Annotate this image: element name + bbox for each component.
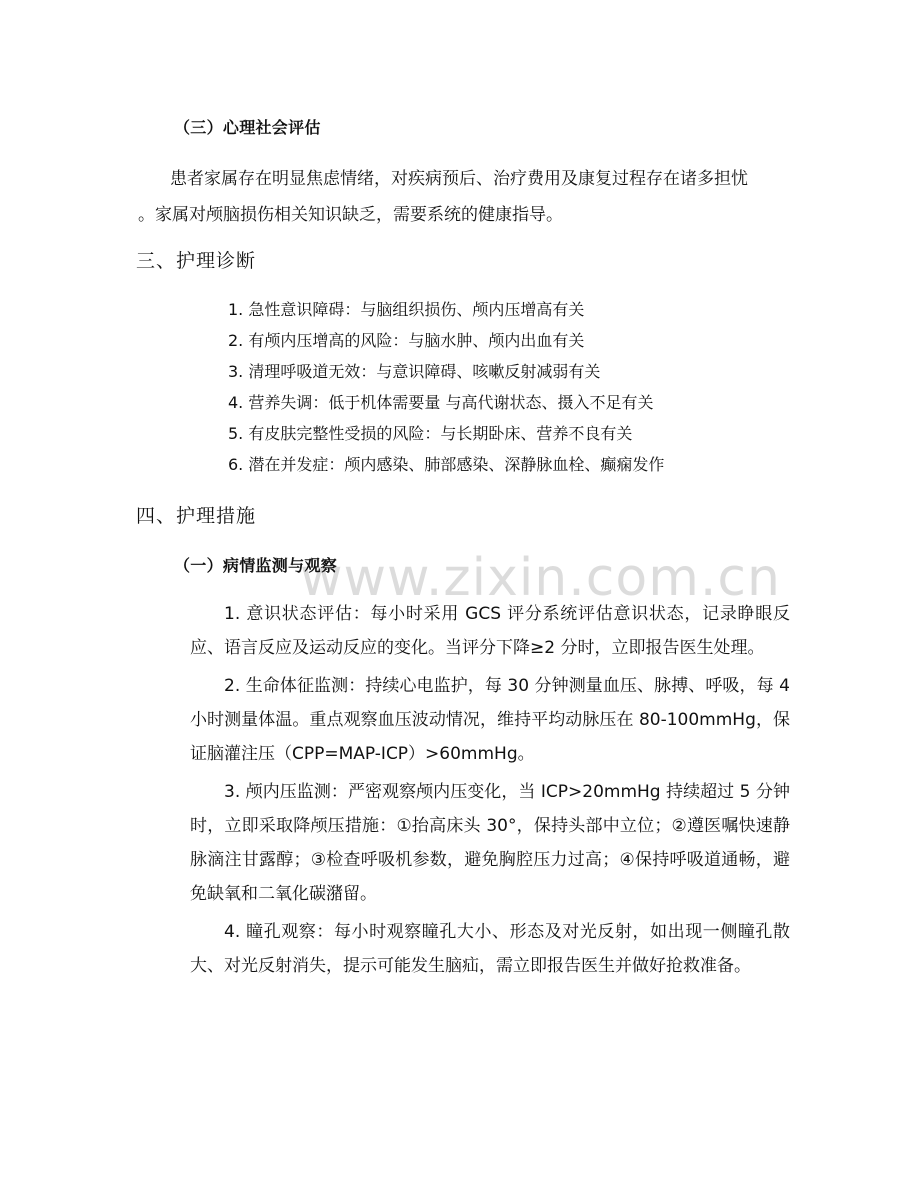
measure-vital-signs: 2. 生命体征监测：持续心电监护，每 30 分钟测量血压、脉搏、呼吸，每 4 小时测量体温。重点观察血压波动情况，维持平均动脉压在 80-100mmHg，保证脑灌注压（CPP=MAP-ICP）>60mmHg。 (190, 676, 790, 764)
watermark: www.zixin.com.cn (300, 548, 781, 608)
diagnosis-item: 2. 有颅内压增高的风险：与脑水肿、颅内出血有关 (228, 331, 585, 350)
measures-heading: 四、护理措施 (136, 505, 257, 527)
measure-icp: 3. 颅内压监测：严密观察颅内压变化，当 ICP>20mmHg 持续超过 5 分钟时，立即采取降颅压措施：①抬高床头 30°，保持头部中立位；②遵医嘱快速静脉滴注甘露醇；③检查呼吸机参数，避免胸腔压力过高；④保持呼吸道通畅，避免缺氧和二氧化碳潴留。 (190, 782, 790, 904)
diagnosis-list (228, 294, 664, 480)
diagnosis-heading: 三、护理诊断 (136, 250, 257, 272)
diagnosis-item: 6. 潜在并发症：颅内感染、肺部感染、深静脉血栓、癫痫发作 (228, 455, 665, 474)
psychosocial-heading: （三）心理社会评估 (174, 118, 321, 137)
diagnosis-item: 4. 营养失调：低于机体需要量 与高代谢状态、摄入不足有关 (228, 393, 654, 412)
psychosocial-text-line2: 。家属对颅脑损伤相关知识缺乏，需要系统的健康指导。 (138, 205, 563, 225)
monitoring-subheading: （一）病情监测与观察 (174, 556, 338, 575)
psychosocial-text-line1: 患者家属存在明显焦虑情绪，对疾病预后、治疗费用及康复过程存在诸多担忧 (170, 169, 748, 189)
measure-pupil: 4. 瞳孔观察：每小时观察瞳孔大小、形态及对光反射，如出现一侧瞳孔散大、对光反射消失，提示可能发生脑疝，需立即报告医生并做好抢救准备。 (190, 922, 790, 976)
diagnosis-item: 1. 急性意识障碍：与脑组织损伤、颅内压增高有关 (228, 300, 585, 319)
measure-consciousness: 1. 意识状态评估：每小时采用 GCS 评分系统评估意识状态，记录睁眼反应、语言反应及运动反应的变化。当评分下降≥2 分时，立即报告医生处理。 (190, 604, 790, 658)
diagnosis-item: 5. 有皮肤完整性受损的风险：与长期卧床、营养不良有关 (228, 424, 633, 443)
measures-body (190, 597, 790, 987)
diagnosis-item: 3. 清理呼吸道无效：与意识障碍、咳嗽反射减弱有关 (228, 362, 601, 381)
